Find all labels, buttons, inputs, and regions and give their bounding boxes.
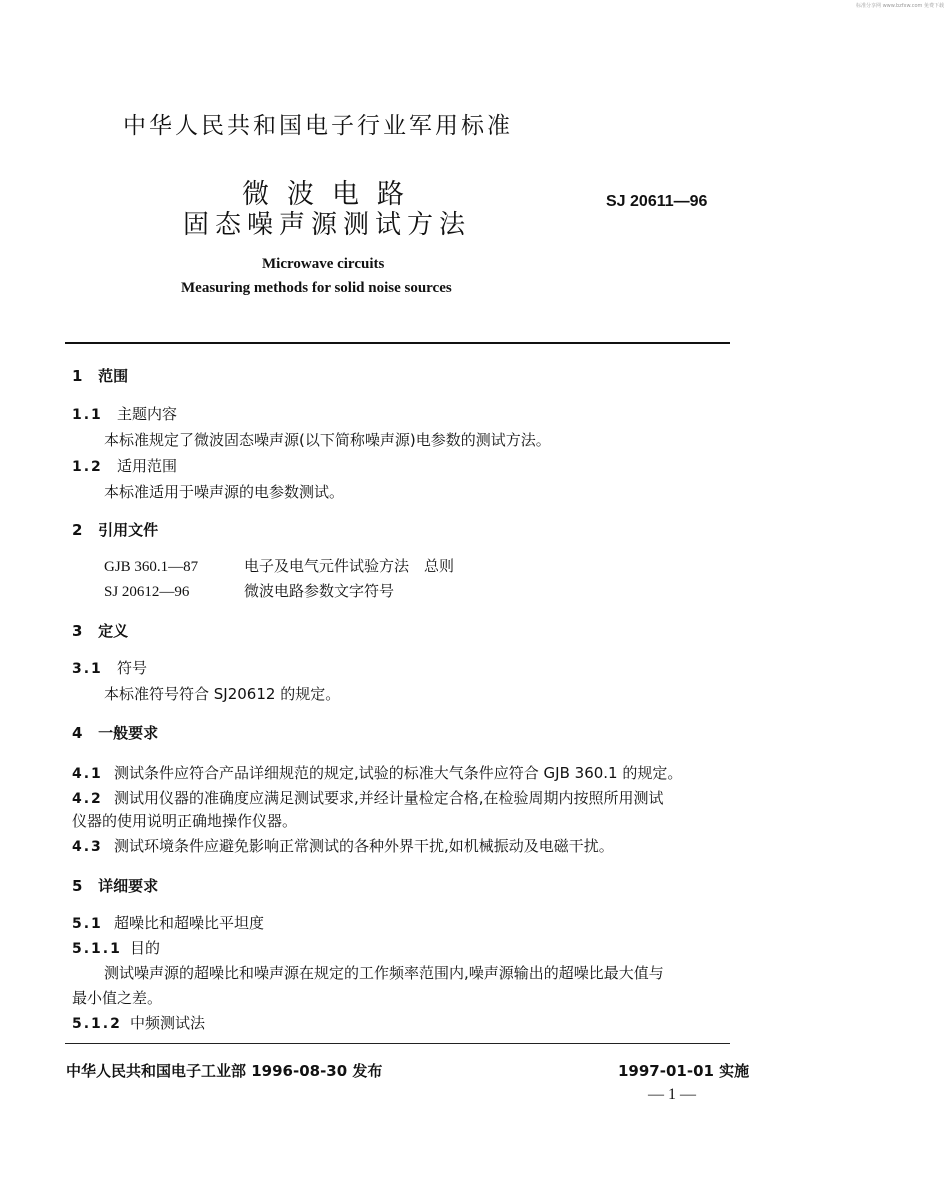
section-number: 1.2	[72, 459, 103, 475]
section-1-2-body: 本标准适用于噪声源的电参数测试。	[104, 483, 345, 501]
footer-divider	[65, 1043, 730, 1044]
issuer-line: 中华人民共和国电子工业部 1996-08-30 发布	[66, 1062, 383, 1080]
section-title: 主题内容	[117, 405, 178, 423]
title-en-line1: Microwave circuits	[262, 256, 385, 272]
section-title: 目的	[130, 939, 161, 957]
watermark-text: 标准分享网 www.bzfxw.com 免费下载	[856, 3, 944, 9]
section-number: 5.1	[72, 916, 103, 932]
section-5-1-2-heading	[72, 1012, 205, 1033]
section-body: 测试环境条件应避免影响正常测试的各种外界干扰,如机械振动及电磁干扰。	[114, 837, 614, 855]
section-body-line: 测试用仪器的准确度应满足测试要求,并经计量检定合格,在检验周期内按照所用测试	[114, 789, 664, 807]
section-title: 详细要求	[98, 877, 159, 895]
section-number: 5.1.2	[72, 1016, 122, 1032]
section-number: 3.1	[72, 661, 103, 677]
section-title: 中频测试法	[130, 1014, 206, 1032]
reference-row	[104, 580, 394, 601]
section-title: 引用文件	[98, 521, 159, 539]
section-title: 一般要求	[98, 724, 159, 742]
header-divider	[65, 342, 730, 347]
section-number: 4	[72, 724, 83, 742]
section-3-1-body: 本标准符号符合 SJ20612 的规定。	[104, 685, 341, 703]
section-number: 2	[72, 521, 83, 539]
section-4-2-paragraph-cont: 仪器的使用说明正确地操作仪器。	[72, 812, 298, 830]
title-en-line2: Measuring methods for solid noise sources	[181, 280, 452, 296]
section-1-2-heading	[72, 455, 177, 476]
effective-date: 1997-01-01 实施	[618, 1062, 750, 1080]
reference-code: GJB 360.1—87	[104, 559, 199, 575]
section-number: 4.1	[72, 766, 103, 782]
reference-code: SJ 20612—96	[104, 584, 190, 600]
section-3-heading	[72, 620, 128, 641]
section-title: 范围	[98, 367, 129, 385]
section-title: 符号	[117, 659, 148, 677]
section-body: 测试条件应符合产品详细规范的规定,试验的标准大气条件应符合 GJB 360.1 的规定。	[114, 764, 683, 782]
section-5-1-1-heading	[72, 937, 160, 958]
section-1-1-body: 本标准规定了微波固态噪声源(以下简称噪声源)电参数的测试方法。	[104, 431, 551, 449]
section-number: 5.1.1	[72, 941, 122, 957]
section-4-1-paragraph	[72, 762, 682, 783]
section-title: 适用范围	[117, 457, 178, 475]
reference-title: 微波电路参数文字符号	[244, 582, 395, 600]
section-5-1-1-body-line1: 测试噪声源的超噪比和噪声源在规定的工作频率范围内,噪声源输出的超噪比最大值与	[104, 964, 664, 982]
standard-category: 中华人民共和国电子行业军用标准	[123, 113, 513, 139]
title-cn-line2: 固态噪声源测试方法	[183, 210, 472, 240]
section-2-heading	[72, 519, 158, 540]
section-number: 1.1	[72, 407, 103, 423]
section-1-heading	[72, 365, 128, 386]
section-number: 4.2	[72, 791, 103, 807]
section-number: 4.3	[72, 839, 103, 855]
section-title: 超噪比和超噪比平坦度	[114, 914, 265, 932]
section-number: 3	[72, 622, 83, 640]
section-4-heading	[72, 722, 158, 743]
section-3-1-heading	[72, 657, 147, 678]
section-number: 1	[72, 367, 83, 385]
standard-code: SJ 20611—96	[606, 193, 708, 210]
section-number: 5	[72, 877, 83, 895]
reference-title: 电子及电气元件试验方法 总则	[244, 557, 455, 575]
section-5-1-1-body-line2: 最小值之差。	[72, 989, 163, 1007]
reference-row	[104, 555, 454, 576]
title-cn-line1: 微波电路	[242, 179, 422, 210]
section-title: 定义	[98, 622, 129, 640]
section-4-3-paragraph	[72, 835, 614, 856]
section-4-2-paragraph	[72, 787, 664, 808]
page-number: — 1 —	[648, 1086, 696, 1103]
section-1-1-heading	[72, 403, 177, 424]
section-5-heading	[72, 875, 158, 896]
section-5-1-heading	[72, 912, 264, 933]
